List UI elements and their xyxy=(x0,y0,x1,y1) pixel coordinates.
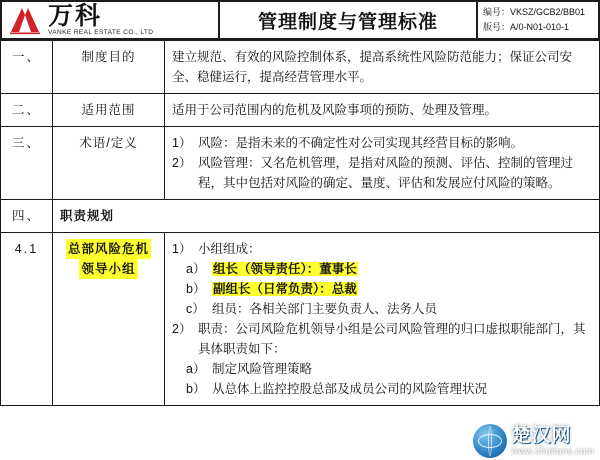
list-text: 从总体上监控控股总部及成员公司的风险管理状况 xyxy=(212,382,488,396)
list-text: 组员：各相关部门主要负责人、法务人员 xyxy=(212,302,438,316)
document-code-row xyxy=(483,5,598,20)
row-number: 二、 xyxy=(1,94,53,127)
table-row xyxy=(1,127,600,200)
list-item xyxy=(172,133,592,153)
row-label: 制度目的 xyxy=(53,41,165,94)
row-label xyxy=(53,233,165,406)
row-label: 适用范围 xyxy=(53,94,165,127)
list-marker: c） xyxy=(186,302,205,316)
row-number: 三、 xyxy=(1,127,53,200)
definition-list xyxy=(172,133,592,193)
company-name-en: VANKE REAL ESTATE CO., LTD xyxy=(48,29,154,36)
site-watermark xyxy=(473,424,594,458)
watermark-url: www.chuhans.com xyxy=(511,446,594,456)
sub-list xyxy=(172,259,592,319)
list-marker: 2） xyxy=(172,322,192,336)
table-row xyxy=(1,233,600,406)
document-header xyxy=(0,0,600,40)
list-text: 制定风险管理策略 xyxy=(212,362,313,376)
list-item xyxy=(186,259,592,279)
row-text: 适用于公司范围内的危机及风险事项的预防、处理及管理。 xyxy=(172,103,498,117)
row-content xyxy=(165,233,600,406)
watermark-name: 楚汉网 xyxy=(511,424,572,446)
list-marker: 1） xyxy=(172,136,192,150)
highlighted-text: 组长（领导责任）：董事长 xyxy=(213,262,357,276)
list-text: 风险管理：又名危机管理，是指对风险的预测、评估、控制的管理过程，其中包括对风险的确定、量度、评估和发展应付风险的策略。 xyxy=(198,156,574,190)
list-item xyxy=(186,299,592,319)
company-logo-cell xyxy=(2,2,220,38)
highlighted-text: 副组长（日常负责）：总裁 xyxy=(213,282,357,296)
list-marker: 2） xyxy=(172,156,192,170)
document-code-value: VKSZ/GCB2/BB01 xyxy=(510,7,586,17)
document-version-value: A/0-N01-010-1 xyxy=(510,22,570,32)
responsibility-list xyxy=(172,239,592,399)
sub-list xyxy=(172,359,592,399)
document-version-label: 版号： xyxy=(483,22,511,32)
row-content xyxy=(165,127,600,200)
globe-icon xyxy=(473,424,507,458)
list-marker: b） xyxy=(186,382,206,396)
document-table xyxy=(0,40,600,406)
list-marker: a） xyxy=(186,262,206,276)
list-item xyxy=(186,359,592,379)
list-text: 小组组成： xyxy=(198,242,261,256)
vanke-logo-icon xyxy=(8,5,42,35)
list-text: 职责：公司风险危机领导小组是公司风险管理的归口虚拟职能部门，其具体职责如下： xyxy=(198,322,586,356)
document-code-label: 编号： xyxy=(483,7,511,17)
row-number: 一、 xyxy=(1,41,53,94)
row-label-line2: 领导小组 xyxy=(79,259,137,279)
document-title: 管理制度与管理标准 xyxy=(220,2,478,38)
list-marker: 1） xyxy=(172,242,192,256)
watermark-text xyxy=(511,426,594,456)
list-text: 风险：是指未来的不确定性对公司实现其经营目标的影响。 xyxy=(198,136,524,150)
list-item xyxy=(172,239,592,259)
table-row xyxy=(1,94,600,127)
list-item xyxy=(172,153,592,193)
document-meta xyxy=(478,2,598,38)
list-item xyxy=(186,379,592,399)
list-item xyxy=(186,279,592,299)
list-marker: b） xyxy=(186,282,206,296)
row-label: 术语/定义 xyxy=(53,127,165,200)
list-marker: a） xyxy=(186,362,206,376)
row-content xyxy=(165,94,600,127)
table-row xyxy=(1,200,600,233)
list-item xyxy=(172,319,592,359)
row-number: 四、 xyxy=(1,200,53,233)
company-name-cn: 万科 xyxy=(48,1,103,30)
section-heading: 职责规划 xyxy=(53,200,600,233)
list-text xyxy=(212,259,592,279)
document-version-row xyxy=(483,20,598,35)
company-name-block xyxy=(48,3,153,37)
list-text xyxy=(212,279,592,299)
row-content xyxy=(165,41,600,94)
row-text: 建立规范、有效的风险控制体系，提高系统性风险防范能力；保证公司安全、稳健运行，提高经营管理水平。 xyxy=(172,50,573,84)
row-label-line1: 总部风险危机 xyxy=(66,239,151,259)
table-row xyxy=(1,41,600,94)
row-number: 4.1 xyxy=(1,233,53,406)
